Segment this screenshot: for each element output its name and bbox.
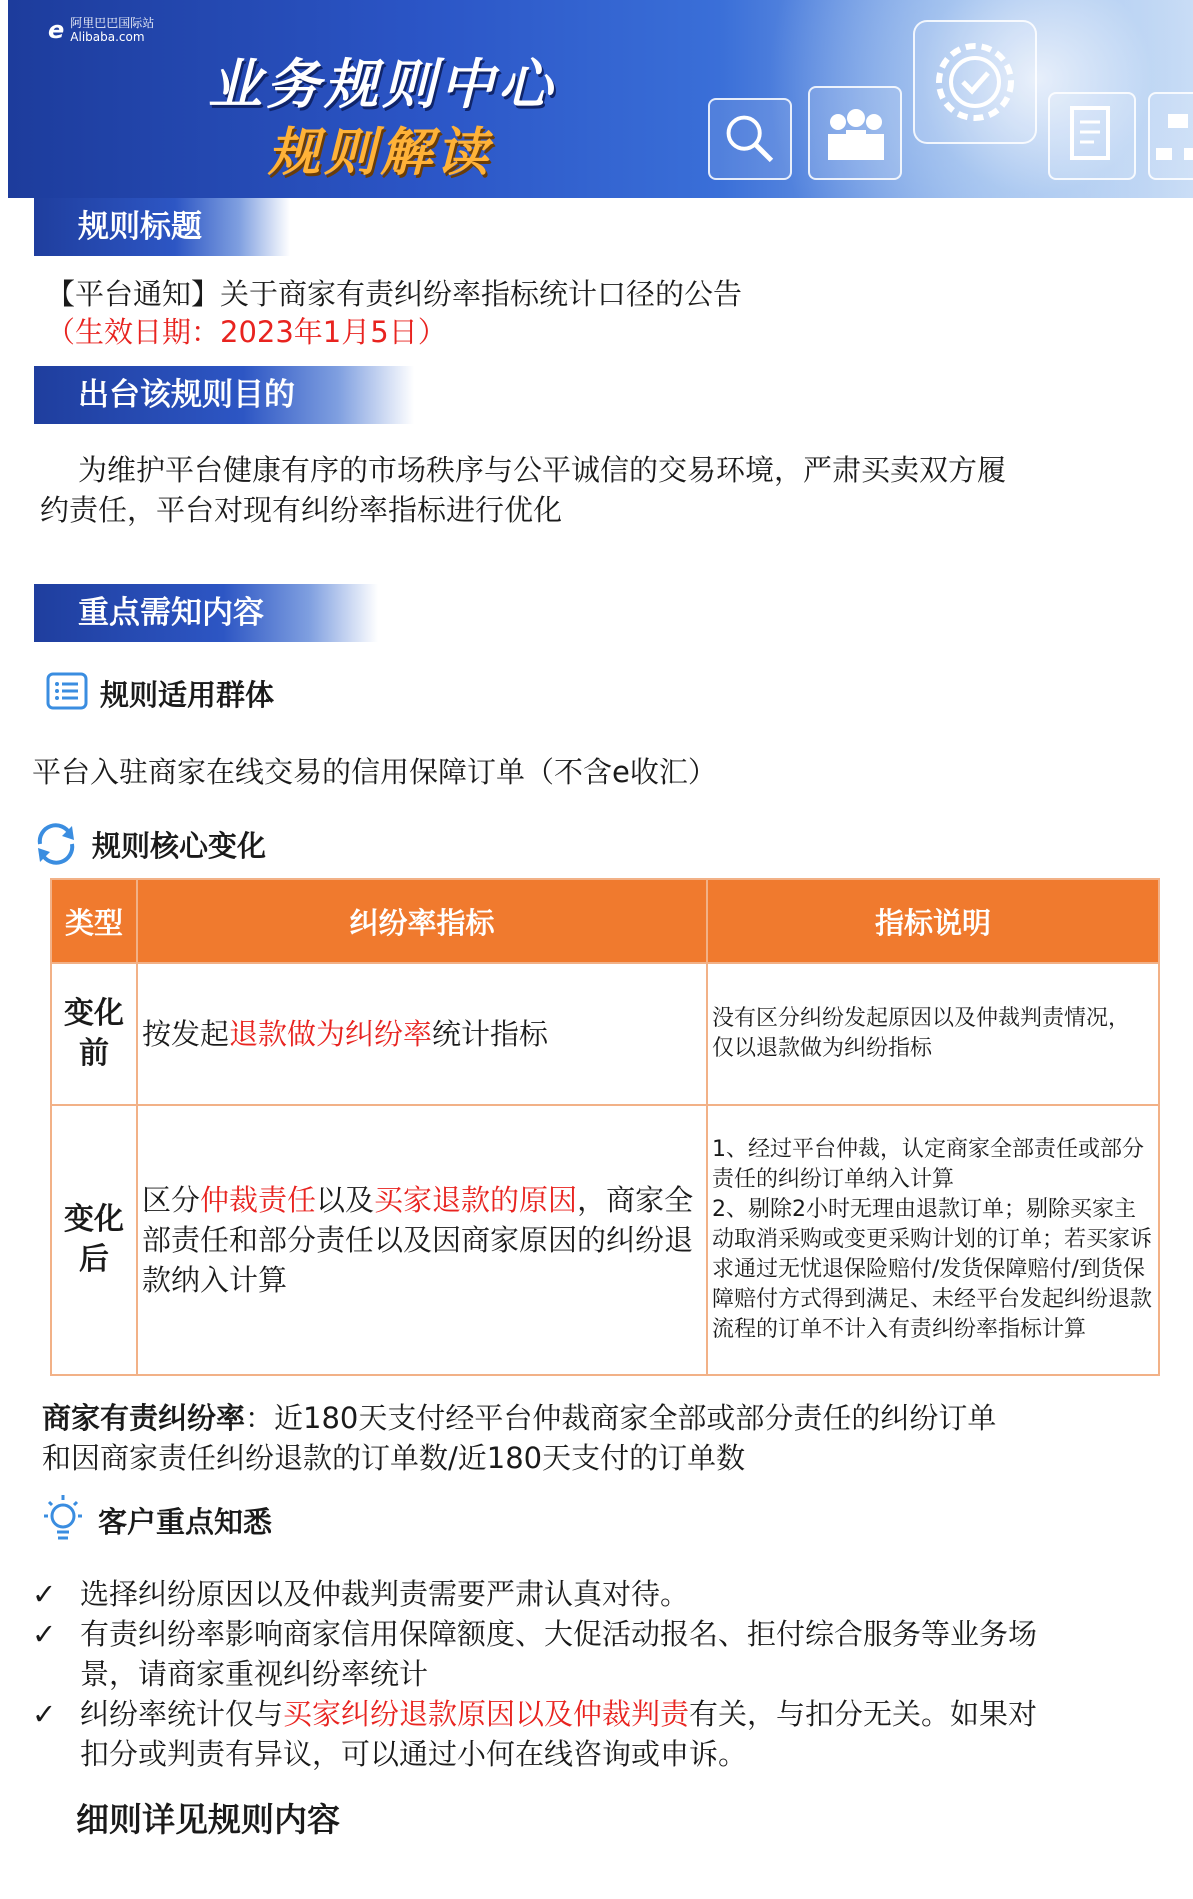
notice-title: 【平台通知】关于商家有责纠纷率指标统计口径的公告 [46,277,743,311]
customer-item-3-line-1 [80,1694,1037,1734]
list-icon [44,670,90,716]
magnifier-icon [708,98,792,180]
table-row [51,1105,1159,1375]
banner-title: 业务规则中心 [208,53,556,116]
banner-subtitle: 规则解读 [268,123,493,183]
before-type-line-1: 变化 [64,996,124,1031]
section-header-key-content: 重点需知内容 [34,584,378,642]
before-metric-post: 统计指标 [432,1017,549,1051]
after-metric-pre: 区分 [142,1183,201,1217]
org-chart-icon [1148,92,1193,180]
applicable-group-heading [44,670,274,716]
list-item [32,1694,1037,1774]
gear-check-icon [913,20,1037,144]
before-type-line-2: 前 [79,1036,109,1071]
customer-item-3-post: 有关，与扣分无关。如果对 [689,1697,1038,1731]
before-metric-cell [137,963,707,1105]
footer-note: 细则详见规则内容 [76,1800,340,1839]
before-metric-pre: 按发起 [142,1017,230,1051]
check-icon: ✓ [32,1617,57,1651]
table-row [51,963,1159,1105]
after-type-line-2: 后 [79,1242,109,1277]
applicable-group-text: 平台入驻商家在线交易的信用保障订单（不含e收汇） [32,755,717,789]
check-icon: ✓ [32,1577,57,1611]
core-change-heading [30,818,266,870]
after-metric-mid: 以及 [316,1183,375,1217]
before-note-line-1: 没有区分纠纷发起原因以及仲裁判责情况， [712,1006,1131,1031]
before-note-line-2: 仅以退款做为纠纷指标 [712,1036,933,1061]
alibaba-logo [48,16,154,44]
before-note-cell [707,963,1159,1105]
applicable-group-title: 规则适用群体 [100,677,275,712]
lightbulb-icon [38,1492,88,1548]
people-icon [808,86,902,180]
check-icon: ✓ [32,1697,57,1731]
logo-cn-text: 阿里巴巴国际站 [70,16,155,30]
formula-text-1: ：近180天支付经平台仲裁商家全部或部分责任的纠纷订单 [245,1401,997,1435]
logo-en-text: Alibaba.com [70,30,145,44]
customer-item-1: 选择纠纷原因以及仲裁判责需要严肃认真对待。 [80,1577,690,1611]
list-item [32,1614,1037,1694]
section-header-purpose: 出台该规则目的 [34,366,414,424]
table-header-type: 类型 [51,879,137,963]
table-header-metric: 纠纷率指标 [137,879,707,963]
after-metric-highlight-2: 买家退款的原因 [374,1183,578,1217]
after-type-line-1: 变化 [64,1202,124,1237]
table-header-row [51,879,1159,963]
purpose-line-1: 为维护平台健康有序的市场秩序与公平诚信的交易环境，严肃买卖双方履 [78,453,1007,487]
header-banner [8,0,1193,198]
formula-label: 商家有责纠纷率 [42,1401,246,1435]
effective-date: （生效日期：2023年1月5日） [46,315,447,349]
before-metric-highlight: 退款做为纠纷率 [229,1017,433,1051]
after-metric-cell [137,1105,707,1375]
table-header-note: 指标说明 [707,879,1159,963]
customer-item-3-pre: 纠纷率统计仅与 [80,1697,284,1731]
refresh-icon [30,818,82,870]
purpose-line-2: 约责任，平台对现有纠纷率指标进行优化 [40,493,563,527]
core-change-title: 规则核心变化 [92,828,267,863]
customer-item-2-line-1: 有责纠纷率影响商家信用保障额度、大促活动报名、拒付综合服务等业务场 [80,1617,1038,1651]
section-header-rule-title: 规则标题 [34,198,290,256]
customer-item-3-highlight: 买家纠纷退款原因以及仲裁判责 [283,1697,690,1731]
after-note-cell: 1、经过平台仲裁，认定商家全部责任或部分责任的纠纷订单纳入计算 2、剔除2小时无理由退款订单；剔除买家主动取消采购或变更采购计划的订单；若买家诉求通过无忧退保险赔付/发货保障赔付/到货保障赔付方式得到满足、未经平台发起纠纷退款流程的订单不计入有责纠纷率指标计算 [707,1105,1159,1375]
customer-item-2-line-2: 景，请商家重视纠纷率统计 [80,1657,429,1691]
after-type-cell [51,1105,137,1375]
formula-line-1 [42,1398,996,1438]
customer-notes-heading [38,1492,272,1548]
list-item [32,1574,689,1614]
after-metric-post: ，商家全部责任和部分责任以及因商家原因的纠纷退款纳入计算 [142,1183,694,1297]
customer-notes-title: 客户重点知悉 [98,1504,273,1539]
before-type-cell [51,963,137,1105]
formula-line-2: 和因商家责任纠纷退款的订单数/近180天支付的订单数 [42,1441,746,1475]
alibaba-logo-mark: e [48,16,65,44]
after-metric-highlight-1: 仲裁责任 [200,1183,317,1217]
core-change-table [50,878,1160,1376]
customer-item-3-line-2: 扣分或判责有异议，可以通过小何在线咨询或申诉。 [80,1737,748,1771]
document-icon [1048,92,1136,180]
